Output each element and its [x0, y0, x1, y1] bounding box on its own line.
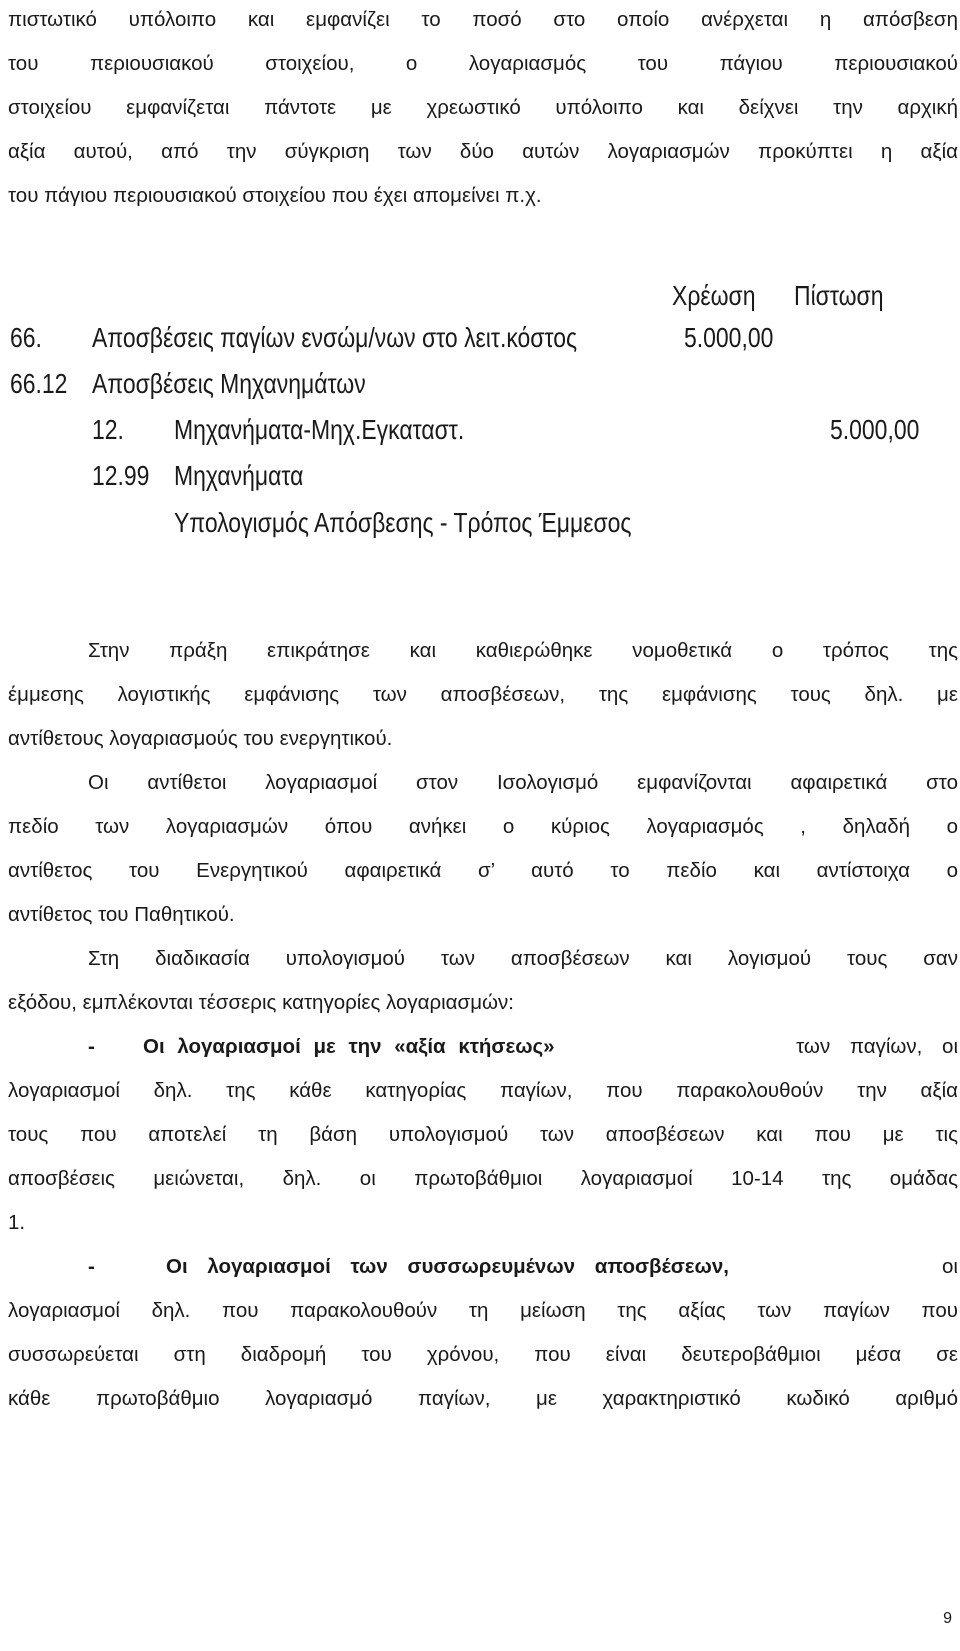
text-line: Στη διαδικασία υπολογισμού των αποσβέσεων και λογισμού τους σαν	[88, 947, 958, 970]
bullet-dash: -	[88, 1255, 95, 1278]
body-text	[8, 634, 958, 1416]
text-line: Στην πράξη επικράτησε και καθιερώθηκε νομοθετικά ο τρόπος της	[88, 639, 958, 662]
bullet-item	[8, 1250, 958, 1284]
account-name: Μηχανήματα	[174, 460, 304, 491]
text-line: κάθε πρωτοβάθμιο λογαριασμό παγίων, με χαρακτηριστικό κωδικό αριθμό	[8, 1387, 958, 1410]
text-line: συσσωρεύεται στη διαδρομή του χρόνου, που είναι δευτεροβάθμιοι μέσα σε	[8, 1343, 958, 1366]
bullet-bold-text: Οι λογαριασμοί με την «αξία κτήσεως»	[143, 1035, 555, 1058]
account-name: Αποσβέσεις παγίων ενσώμ/νων στο λειτ.κόστος	[92, 322, 578, 353]
text-line: εξόδου, εμπλέκονται τέσσερις κατηγορίες λογαριασμών:	[8, 991, 514, 1014]
text-line: του περιουσιακού στοιχείου, ο λογαριασμός του πάγιου περιουσιακού	[8, 52, 958, 75]
text-line: του πάγιου περιουσιακού στοιχείου που έχει απομείνει π.χ.	[8, 184, 542, 207]
bullet-bold-text: Οι λογαριασμοί των συσσωρευμένων αποσβέσεων,	[166, 1255, 729, 1278]
account-name: Μηχανήματα-Μηχ.Εγκαταστ.	[174, 414, 465, 445]
account-code: 12.99	[92, 460, 150, 491]
text-line: αντίθετος του Παθητικού.	[8, 903, 235, 926]
page-number: 9	[943, 1610, 952, 1627]
text-line: αποσβέσεις μειώνεται, δηλ. οι πρωτοβάθμιοι λογαριασμοί 10-14 της ομάδας	[8, 1167, 958, 1190]
debit-amount: 5.000,00	[684, 322, 774, 353]
credit-amount: 5.000,00	[830, 414, 920, 445]
account-name: Αποσβέσεις Μηχανημάτων	[92, 368, 366, 399]
text-line: λογαριασμοί δηλ. της κάθε κατηγορίας παγίων, που παρακολουθούν την αξία	[8, 1079, 958, 1102]
text-line: αντίθετος του Ενεργητικού αφαιρετικά σ’ αυτό το πεδίο και αντίστοιχα ο	[8, 859, 958, 882]
credit-header: Πίστωση	[794, 280, 884, 311]
bullet-text: οι	[942, 1255, 958, 1278]
text-line: έμμεσης λογιστικής εμφάνισης των αποσβέσεων, της εμφάνισης τους δηλ. με	[8, 683, 958, 706]
text-line: πιστωτικό υπόλοιπο και εμφανίζει το ποσό στο οποίο ανέρχεται η απόσβεση	[8, 8, 958, 31]
text-line: τους που αποτελεί τη βάση υπολογισμού των αποσβέσεων και που με τις	[8, 1123, 958, 1146]
text-line: λογαριασμοί δηλ. που παρακολουθούν τη μείωση της αξίας των παγίων που	[8, 1299, 958, 1322]
account-code: 12.	[92, 414, 124, 445]
text-line: πεδίο των λογαριασμών όπου ανήκει ο κύριος λογαριασμός , δηλαδή ο	[8, 815, 958, 838]
account-code: 66.12	[10, 368, 68, 399]
intro-paragraph	[8, 3, 958, 213]
text-line: στοιχείου εμφανίζεται πάντοτε με χρεωστικό υπόλοιπο και δείχνει την αρχική	[8, 96, 958, 119]
bullet-text: των παγίων, οι	[796, 1035, 958, 1058]
text-line: αντίθετους λογαριασμούς του ενεργητικού.	[8, 727, 393, 750]
text-line: αξία αυτού, από την σύγκριση των δύο αυτών λογαριασμών προκύπτει η αξία	[8, 140, 958, 163]
debit-header: Χρέωση	[672, 280, 756, 311]
account-code: 66.	[10, 322, 42, 353]
bullet-item	[8, 1030, 958, 1064]
text-line: Οι αντίθετοι λογαριασμοί στον Ισολογισμό εμφανίζονται αφαιρετικά στο	[88, 771, 958, 794]
bullet-dash: -	[88, 1035, 95, 1058]
section-heading: Υπολογισμός Απόσβεσης - Τρόπος Έμμεσος	[174, 507, 632, 538]
text-line: 1.	[8, 1211, 26, 1234]
